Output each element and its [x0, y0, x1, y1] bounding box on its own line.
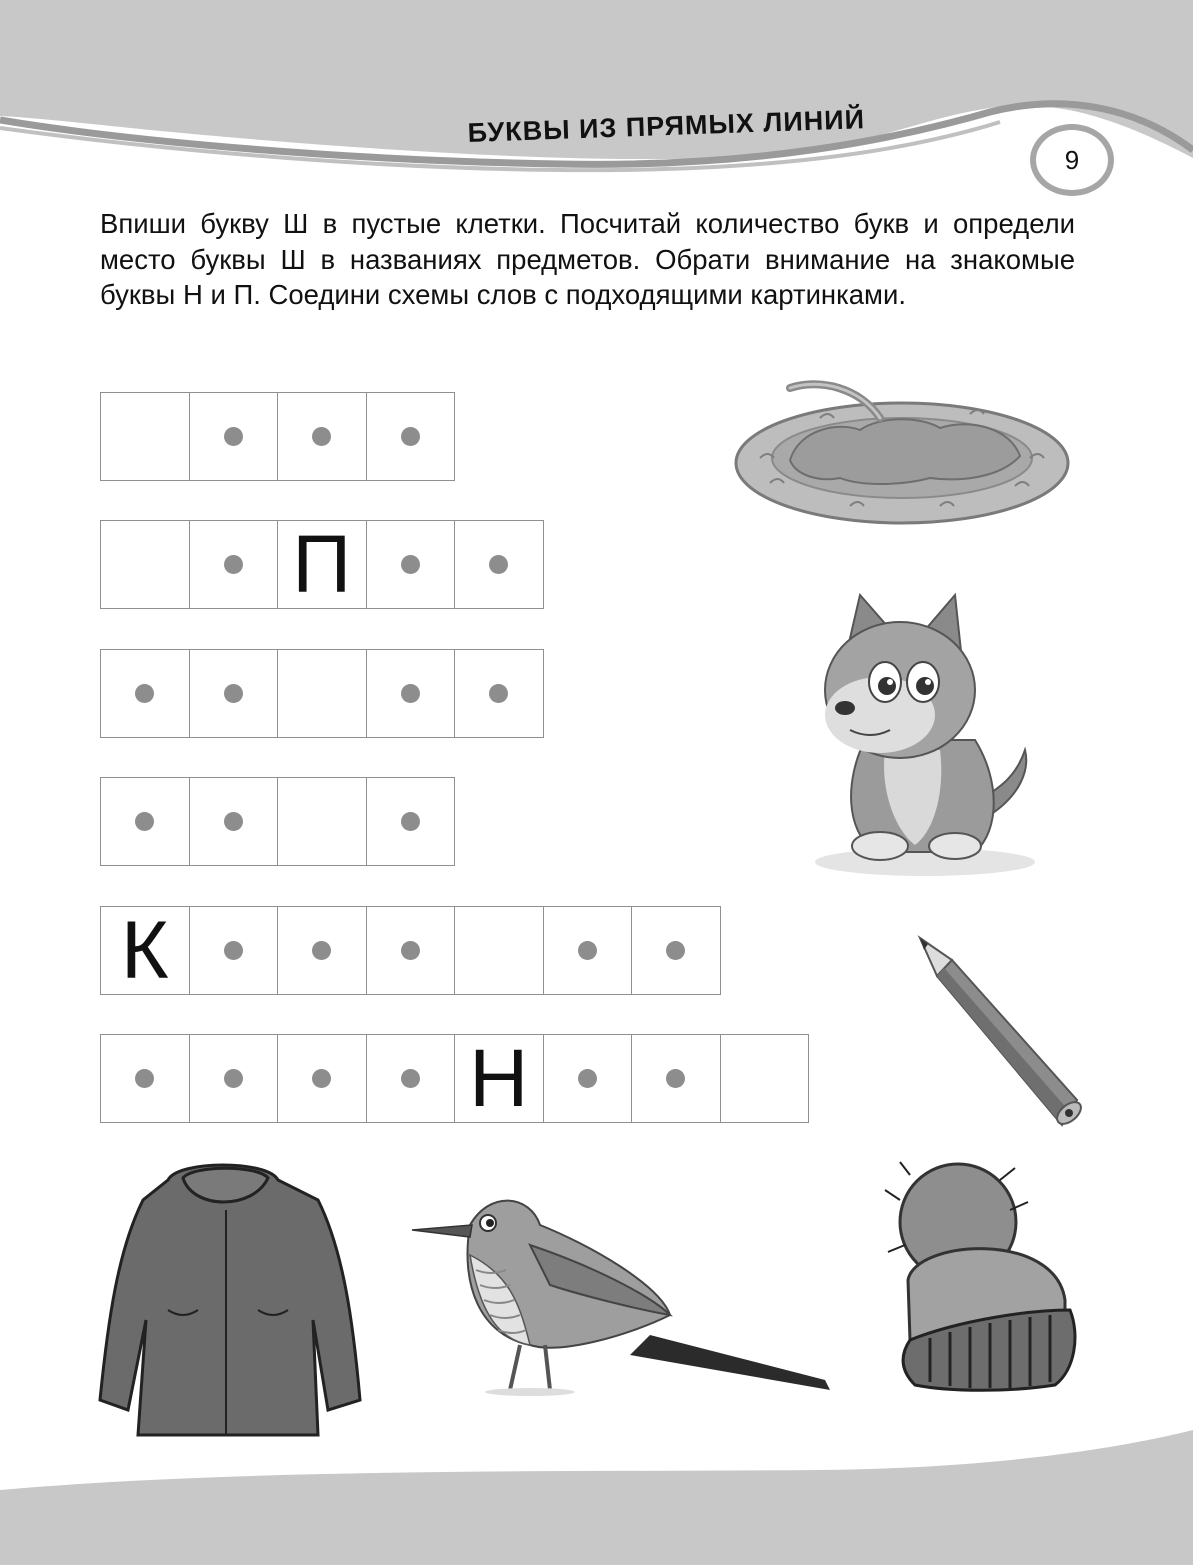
dot-cell	[367, 650, 456, 738]
pencil-icon[interactable]	[912, 930, 1082, 1135]
dot-cell	[367, 521, 456, 609]
porridge-plate-icon[interactable]	[730, 378, 1075, 528]
page-title	[460, 96, 980, 156]
dot-cell	[367, 1035, 456, 1123]
instruction-text: Впиши букву Ш в пустые клетки. Посчитай количество букв и определи место буквы Ш в названиях предметов. Обрати внимание на знакомые буквы Н и П. Соедини схемы слов с подходящими картинками.	[100, 208, 1075, 310]
word-scheme-2	[100, 520, 544, 609]
dot-cell	[544, 1035, 633, 1123]
empty-cell[interactable]	[278, 778, 367, 866]
dot-cell	[101, 650, 190, 738]
letter-cell	[278, 518, 367, 610]
letter-cell	[455, 1032, 544, 1124]
dot-cell	[278, 393, 367, 481]
dot-cell	[367, 778, 456, 866]
dot-cell	[190, 393, 279, 481]
dot-cell	[632, 907, 721, 995]
dot-cell	[278, 1035, 367, 1123]
word-scheme-6	[100, 1034, 809, 1123]
svg-text:БУКВЫ ИЗ ПРЯМЫХ ЛИНИЙ: БУКВЫ ИЗ ПРЯМЫХ ЛИНИЙ	[467, 104, 866, 148]
dot-cell	[101, 778, 190, 866]
empty-cell[interactable]	[721, 1035, 810, 1123]
page-number: 9	[1030, 124, 1114, 196]
word-scheme-4	[100, 777, 455, 866]
dot-cell	[455, 650, 544, 738]
dot-cell	[190, 650, 279, 738]
dot-cell	[632, 1035, 721, 1123]
empty-cell[interactable]	[278, 650, 367, 738]
word-scheme-3	[100, 649, 544, 738]
letter-cell	[101, 904, 190, 996]
dot-cell	[190, 778, 279, 866]
cuckoo-bird-icon[interactable]	[410, 1185, 835, 1405]
dot-cell	[544, 907, 633, 995]
dot-cell	[101, 1035, 190, 1123]
knit-hat-icon[interactable]	[870, 1160, 1085, 1400]
word-scheme-5	[100, 906, 721, 995]
empty-cell[interactable]	[455, 907, 544, 995]
word-scheme-1	[100, 392, 455, 481]
dot-cell	[367, 907, 456, 995]
empty-cell[interactable]	[101, 521, 190, 609]
letter-p: П	[292, 518, 352, 610]
dot-cell	[278, 907, 367, 995]
letter-k: К	[120, 904, 169, 996]
dot-cell	[190, 521, 279, 609]
dot-cell	[190, 907, 279, 995]
dot-cell	[190, 1035, 279, 1123]
dot-cell	[367, 393, 456, 481]
empty-cell[interactable]	[101, 393, 190, 481]
dot-cell	[455, 521, 544, 609]
wolf-cub-icon[interactable]	[805, 590, 1040, 880]
coat-icon[interactable]	[98, 1160, 363, 1440]
letter-n: Н	[469, 1032, 529, 1124]
